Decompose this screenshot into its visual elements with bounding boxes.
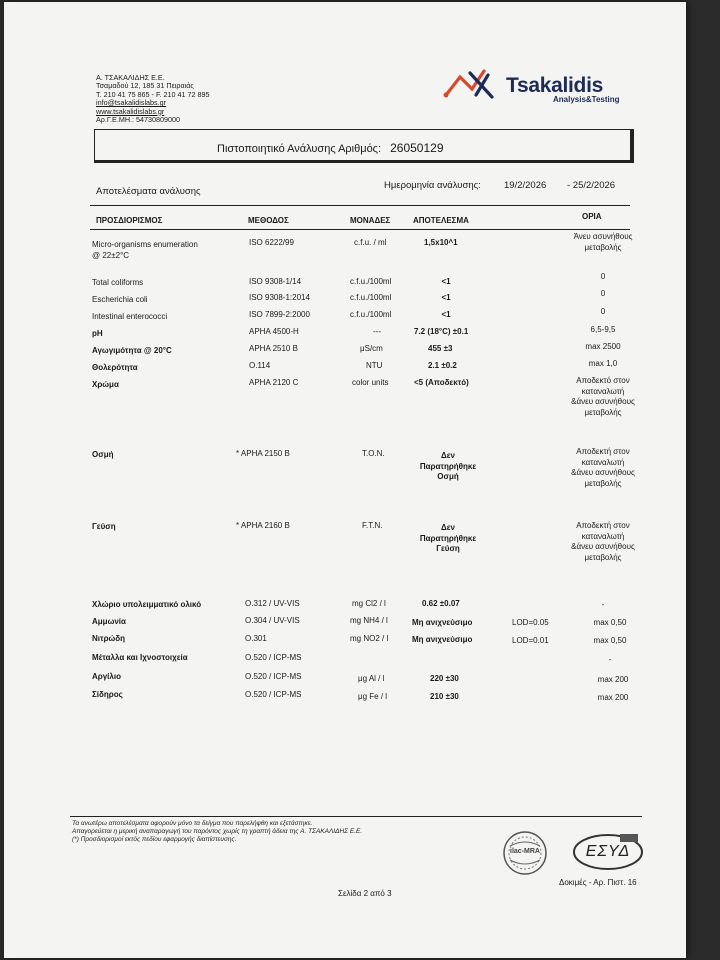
row-limit: Αποδεκτή στον καταναλωτή &άνευ ασυνήθους μεταβολής: [571, 447, 635, 488]
footer-line-2: Απαγορεύεται η μερική αναπαραγωγή του παρόντος χωρίς τη γραπτή άδεια της Α. ΤΣΑΚΑΛΙΔΗΣ Ε.Ε.: [72, 828, 363, 835]
row-param: Micro-organisms enumeration: [92, 240, 198, 249]
esyd-label: ΕΣΥΔ: [585, 843, 631, 860]
row-units: c.f.u./100ml: [350, 310, 392, 319]
row-result: <1: [441, 293, 451, 302]
company-email[interactable]: info@tsakalidislabs.gr: [96, 98, 167, 108]
row-units: μg Al / l: [358, 674, 385, 683]
row-units: μg Fe / l: [358, 692, 388, 701]
row-param: Σίδηρος: [92, 690, 123, 699]
row-method: ISO 7899-2:2000: [249, 310, 310, 319]
logo-mark-icon: [442, 65, 502, 105]
company-info: [96, 74, 210, 124]
row-method: O.114: [249, 361, 271, 370]
row-limit: 0: [600, 272, 606, 281]
accreditation-ref: Δοκιμές - Αρ. Πιστ. 16: [559, 878, 637, 887]
row-method: * APHA 2160 B: [236, 521, 290, 530]
company-gemi: Αρ.Γ.Ε.ΜΗ.: 54730809000: [96, 115, 180, 125]
row-result: 1,5x10^1: [424, 238, 458, 247]
company-phone: T. 210 41 75 865 - F. 210 41 72 895: [96, 89, 210, 99]
analysis-date-to: - 25/2/2026: [567, 180, 616, 191]
row-result: 210 ±30: [430, 692, 459, 701]
row-result: <5 (Αποδεκτό): [414, 378, 469, 387]
certificate-title: [217, 141, 444, 155]
certificate-page: [4, 2, 686, 958]
row-param: Νιτρώδη: [92, 634, 126, 643]
row-result: 2.1 ±0.2: [428, 361, 457, 370]
row-units: F.T.N.: [362, 521, 383, 530]
certificate-title-label: Πιστοποιητικό Ανάλυσης Αριθμός:: [217, 143, 382, 155]
ilac-mra-label: ilac-MRA: [510, 848, 540, 855]
company-logo: [442, 65, 642, 109]
company-web[interactable]: www.tsakalidislabs.gr: [96, 106, 165, 116]
row-result: Μη ανιχνεύσιμο: [412, 635, 473, 644]
row-units: c.f.u./100ml: [350, 277, 392, 286]
row-param: Total coliforms: [92, 278, 144, 287]
row-result: Μη ανιχνεύσιμο: [412, 618, 473, 627]
row-param: Αμμωνία: [92, 617, 126, 626]
row-limit: max 200: [597, 693, 629, 702]
row-limit: -: [608, 655, 612, 664]
row-limit: 0: [600, 307, 606, 316]
header-top-rule: [90, 205, 630, 206]
results-label: Αποτελέσματα ανάλυσης: [96, 186, 201, 197]
certificate-number: 26050129: [390, 141, 444, 155]
row-method: APHA 4500-H: [249, 327, 299, 336]
row-result: <1: [441, 277, 451, 286]
row-limit: max 2500: [585, 342, 621, 351]
row-param: Αγωγιμότητα @ 20°C: [92, 346, 172, 355]
row-limit: -: [601, 600, 605, 609]
row-limit: Αποδεκτή στον καταναλωτή &άνευ ασυνήθους μεταβολής: [571, 521, 635, 562]
row-units: color units: [352, 378, 389, 387]
row-method: O.312 / UV-VIS: [245, 599, 300, 608]
ilac-mra-seal: [502, 830, 548, 876]
row-method: O.520 / ICP-MS: [245, 690, 302, 699]
row-method: ISO 6222/99: [249, 238, 294, 247]
row-param: Χλώριο υπολειμματικό ολικό: [92, 600, 202, 609]
analysis-date-from: 19/2/2026: [504, 180, 547, 191]
row-result: Δεν Παρατηρήθηκε Γεύση: [419, 523, 477, 553]
esyd-seal: [572, 832, 644, 872]
row-limit: max 1,0: [588, 359, 618, 368]
row-method: ISO 9308-1/14: [249, 277, 302, 286]
analysis-date-label: Ημερομηνία ανάλυσης:: [384, 180, 481, 191]
row-method: O.520 / ICP-MS: [245, 653, 302, 662]
row-units: ---: [373, 327, 381, 336]
row-method: O.301: [245, 634, 267, 643]
row-result: 220 ±30: [430, 674, 459, 683]
row-result: 455 ±3: [428, 344, 453, 353]
row-method: APHA 2510 B: [249, 344, 298, 353]
row-units: NTU: [366, 361, 383, 370]
row-limit: 6,5-9,5: [590, 325, 616, 334]
row-method: O.304 / UV-VIS: [245, 616, 300, 625]
row-units: c.f.u. / ml: [354, 238, 387, 247]
row-method: * APHA 2150 B: [236, 449, 290, 458]
row-units: c.f.u./100ml: [350, 293, 392, 302]
footer-note: [72, 820, 362, 844]
row-param-sub: @ 22±2°C: [92, 251, 130, 260]
row-method: O.520 / ICP-MS: [245, 672, 302, 681]
footer-line-1: Τα ανωτέρω αποτελέσματα αφορούν μόνο τα δείγμα που παρελήφθη και εξετάστηκε.: [72, 820, 313, 827]
logo-name: Tsakalidis: [506, 74, 603, 97]
row-param: Αργίλιο: [92, 672, 121, 681]
row-result: <1: [441, 310, 451, 319]
company-name: Α. ΤΣΑΚΑΛΙΔΗΣ Ε.Ε.: [96, 73, 165, 82]
row-param: Χρώμα: [92, 380, 119, 389]
header-result: ΑΠΟΤΕΛΕΣΜΑ: [413, 216, 469, 225]
row-param: Μέταλλα και Ιχνοστοιχεία: [92, 653, 188, 662]
row-param: Γεύση: [92, 522, 116, 531]
row-param: Οσμή: [92, 450, 114, 459]
footer-rule: [70, 816, 642, 817]
row-units: mg NH4 / l: [350, 616, 388, 625]
row-limit: max 200: [597, 675, 629, 684]
row-units: μS/cm: [360, 344, 383, 353]
row-param: Escherichia coli: [92, 295, 148, 304]
certificate-title-box: [94, 129, 634, 163]
row-method: APHA 2120 C: [249, 378, 299, 387]
header-determination: ΠΡΟΣΔΙΟΡΙΣΜΟΣ: [96, 216, 163, 225]
row-result: 0.62 ±0.07: [422, 599, 460, 608]
company-address: Τσαμαδού 12, 185 31 Πειραιάς: [96, 81, 194, 91]
row-method: ISO 9308-1:2014: [249, 293, 310, 302]
row-units: mg Cl2 / l: [352, 599, 386, 608]
row-units: mg NO2 / l: [350, 634, 389, 643]
row-limit: 0: [600, 289, 606, 298]
row-limit: max 0,50: [593, 636, 627, 645]
header-limits: ΟΡΙΑ: [582, 212, 602, 221]
row-limit: Αποδεκτό στον καταναλωτή &άνευ ασυνήθους μεταβολής: [571, 376, 635, 417]
row-lod: LOD=0.05: [512, 618, 549, 627]
logo-tagline: Analysis&Testing: [553, 95, 620, 104]
header-units: ΜΟΝΑΔΕΣ: [350, 216, 391, 225]
row-result: Δεν Παρατηρήθηκε Οσμή: [419, 451, 477, 481]
page-number: Σελίδα 2 από 3: [338, 889, 392, 898]
row-lod: LOD=0.01: [512, 636, 549, 645]
row-units: T.O.N.: [362, 449, 385, 458]
row-limit: Άνευ ασυνήθους μεταβολής: [573, 232, 633, 252]
row-result: 7.2 (18°C) ±0.1: [414, 327, 469, 336]
row-param: Intestinal enterococci: [92, 312, 168, 321]
row-param: pH: [92, 329, 103, 338]
row-limit: max 0,50: [593, 618, 627, 627]
header-bottom-rule: [90, 229, 630, 230]
header-method: ΜΕΘΟΔΟΣ: [248, 216, 289, 225]
footer-line-3: (*) Προσδιορισμοί εκτός πεδίου εφαρμογής διαπίστευσης.: [72, 836, 237, 843]
row-param: Θολερότητα: [92, 363, 138, 372]
